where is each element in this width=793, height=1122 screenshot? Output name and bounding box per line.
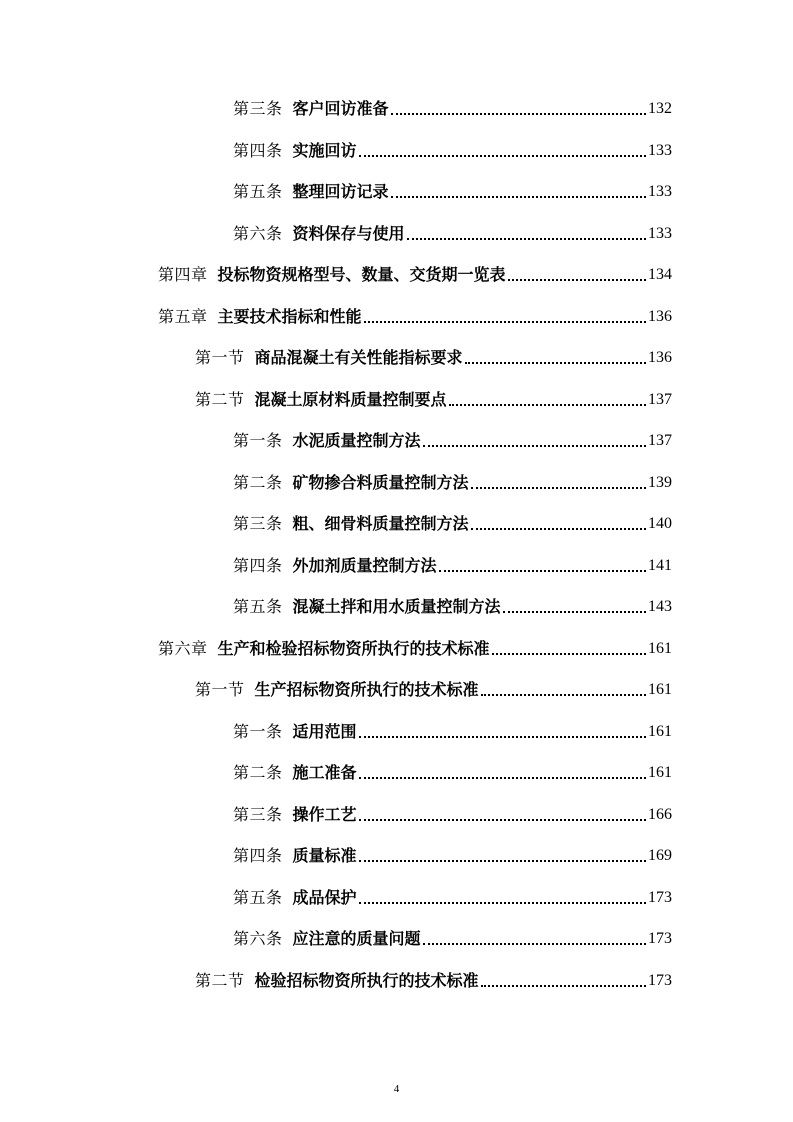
toc-entry[interactable] bbox=[233, 137, 672, 161]
toc-entry[interactable] bbox=[233, 842, 672, 866]
toc-dot-leader bbox=[508, 279, 646, 281]
toc-entry-page: 143 bbox=[648, 598, 672, 615]
toc-entry-number: 第四章 bbox=[158, 265, 208, 284]
toc-entry-page: 140 bbox=[648, 515, 672, 532]
toc-entry-number: 第四条 bbox=[233, 846, 283, 865]
toc-entry-page: 161 bbox=[648, 640, 672, 657]
toc-entry-title: 粗、细骨料质量控制方法 bbox=[292, 514, 469, 533]
toc-entry-number: 第一节 bbox=[195, 348, 245, 367]
toc-entry-title: 投标物资规格型号、数量、交货期一览表 bbox=[217, 265, 506, 284]
toc-entry-title: 生产招标物资所执行的技术标准 bbox=[254, 680, 479, 699]
toc-entry-title: 应注意的质量问题 bbox=[292, 929, 421, 948]
toc-entry-page: 136 bbox=[648, 308, 672, 325]
toc-dot-leader bbox=[359, 777, 646, 779]
toc-entry[interactable] bbox=[195, 967, 672, 991]
toc-entry[interactable] bbox=[158, 261, 672, 285]
toc-dot-leader bbox=[423, 943, 646, 945]
toc-entry-page: 169 bbox=[648, 847, 672, 864]
toc-entry-title: 施工准备 bbox=[292, 763, 357, 782]
toc-dot-leader bbox=[364, 321, 646, 323]
toc-entry-title: 主要技术指标和性能 bbox=[217, 307, 362, 326]
toc-entry-page: 132 bbox=[648, 100, 672, 117]
toc-entry-number: 第四条 bbox=[233, 141, 283, 160]
toc-entry-page: 136 bbox=[648, 349, 672, 366]
toc-entry-number: 第一节 bbox=[195, 680, 245, 699]
toc-dot-leader bbox=[465, 362, 646, 364]
toc-entry-number: 第六条 bbox=[233, 224, 283, 243]
toc-entry-number: 第六条 bbox=[233, 929, 283, 948]
toc-entry[interactable] bbox=[233, 801, 672, 825]
toc-entry[interactable] bbox=[195, 676, 672, 700]
toc-dot-leader bbox=[471, 487, 646, 489]
toc-entry-title: 外加剂质量控制方法 bbox=[292, 556, 437, 575]
toc-dot-leader bbox=[481, 694, 646, 696]
toc-entry-page: 133 bbox=[648, 183, 672, 200]
toc-dot-leader bbox=[359, 902, 646, 904]
toc-entry-title: 商品混凝土有关性能指标要求 bbox=[254, 348, 463, 367]
toc-entry-number: 第二节 bbox=[195, 390, 245, 409]
toc-entry[interactable] bbox=[233, 178, 672, 202]
toc-dot-leader bbox=[439, 570, 646, 572]
toc-entry-title: 质量标准 bbox=[292, 846, 357, 865]
toc-dot-leader bbox=[503, 611, 646, 613]
toc-entry-number: 第五章 bbox=[158, 307, 208, 326]
toc-entry-title: 客户回访准备 bbox=[292, 99, 389, 118]
toc-entry[interactable] bbox=[195, 386, 672, 410]
toc-entry-page: 173 bbox=[648, 930, 672, 947]
toc-entry-page: 173 bbox=[648, 972, 672, 989]
toc-entry-title: 混凝土原材料质量控制要点 bbox=[254, 390, 447, 409]
toc-entry-title: 操作工艺 bbox=[292, 805, 357, 824]
toc-dot-leader bbox=[471, 528, 646, 530]
toc-dot-leader bbox=[423, 445, 646, 447]
toc-entry-page: 173 bbox=[648, 889, 672, 906]
toc-entry-title: 资料保存与使用 bbox=[292, 224, 405, 243]
toc-dot-leader bbox=[492, 653, 646, 655]
toc-entry-number: 第二条 bbox=[233, 763, 283, 782]
toc-entry-number: 第三条 bbox=[233, 805, 283, 824]
toc-dot-leader bbox=[407, 238, 646, 240]
toc-entry-page: 166 bbox=[648, 806, 672, 823]
toc-entry-title: 成品保护 bbox=[292, 888, 357, 907]
toc-entry-title: 实施回访 bbox=[292, 141, 357, 160]
toc-entry-number: 第五条 bbox=[233, 597, 283, 616]
toc-entry[interactable] bbox=[233, 95, 672, 119]
toc-entry-title: 水泥质量控制方法 bbox=[292, 431, 421, 450]
toc-entry[interactable] bbox=[233, 759, 672, 783]
toc-entry-page: 134 bbox=[648, 266, 672, 283]
toc-entry-page: 133 bbox=[648, 225, 672, 242]
toc-entry-page: 137 bbox=[648, 391, 672, 408]
toc-entry-number: 第三条 bbox=[233, 514, 283, 533]
toc-entry[interactable] bbox=[158, 303, 672, 327]
toc-entry-title: 生产和检验招标物资所执行的技术标准 bbox=[217, 639, 490, 658]
toc-dot-leader bbox=[449, 404, 646, 406]
toc-entry-title: 矿物掺合料质量控制方法 bbox=[292, 473, 469, 492]
toc-entry-title: 检验招标物资所执行的技术标准 bbox=[254, 971, 479, 990]
toc-entry-page: 133 bbox=[648, 142, 672, 159]
toc-dot-leader bbox=[359, 736, 646, 738]
toc-dot-leader bbox=[359, 155, 646, 157]
toc-entry-number: 第二条 bbox=[233, 473, 283, 492]
toc-entry-number: 第三条 bbox=[233, 99, 283, 118]
toc-entry-title: 适用范围 bbox=[292, 722, 357, 741]
toc-dot-leader bbox=[481, 985, 646, 987]
toc-dot-leader bbox=[359, 819, 646, 821]
toc-entry-title: 混凝土拌和用水质量控制方法 bbox=[292, 597, 501, 616]
toc-entry[interactable] bbox=[158, 635, 672, 659]
toc-entry-title: 整理回访记录 bbox=[292, 182, 389, 201]
toc-entry[interactable] bbox=[233, 469, 672, 493]
toc-dot-leader bbox=[391, 113, 646, 115]
toc-entry-page: 137 bbox=[648, 432, 672, 449]
toc-entry-page: 161 bbox=[648, 681, 672, 698]
toc-entry-number: 第二节 bbox=[195, 971, 245, 990]
toc-entry[interactable] bbox=[195, 344, 672, 368]
toc-entry[interactable] bbox=[233, 510, 672, 534]
toc-entry[interactable] bbox=[233, 884, 672, 908]
toc-entry[interactable] bbox=[233, 552, 672, 576]
toc-entry-number: 第一条 bbox=[233, 431, 283, 450]
toc-entry-number: 第五条 bbox=[233, 182, 283, 201]
toc-entry-number: 第五条 bbox=[233, 888, 283, 907]
toc-entry-page: 161 bbox=[648, 723, 672, 740]
toc-entry[interactable] bbox=[233, 427, 672, 451]
toc-entry[interactable] bbox=[233, 220, 672, 244]
page-number: 4 bbox=[393, 1083, 400, 1095]
toc-entry[interactable] bbox=[233, 925, 672, 949]
toc-entry-number: 第一条 bbox=[233, 722, 283, 741]
toc-entry[interactable] bbox=[233, 593, 672, 617]
toc-entry-number: 第六章 bbox=[158, 639, 208, 658]
toc-dot-leader bbox=[391, 196, 646, 198]
toc-dot-leader bbox=[359, 860, 646, 862]
toc-entry[interactable] bbox=[233, 718, 672, 742]
toc-entry-page: 141 bbox=[648, 557, 672, 574]
toc-entry-page: 161 bbox=[648, 764, 672, 781]
toc-entry-page: 139 bbox=[648, 474, 672, 491]
toc-entry-number: 第四条 bbox=[233, 556, 283, 575]
